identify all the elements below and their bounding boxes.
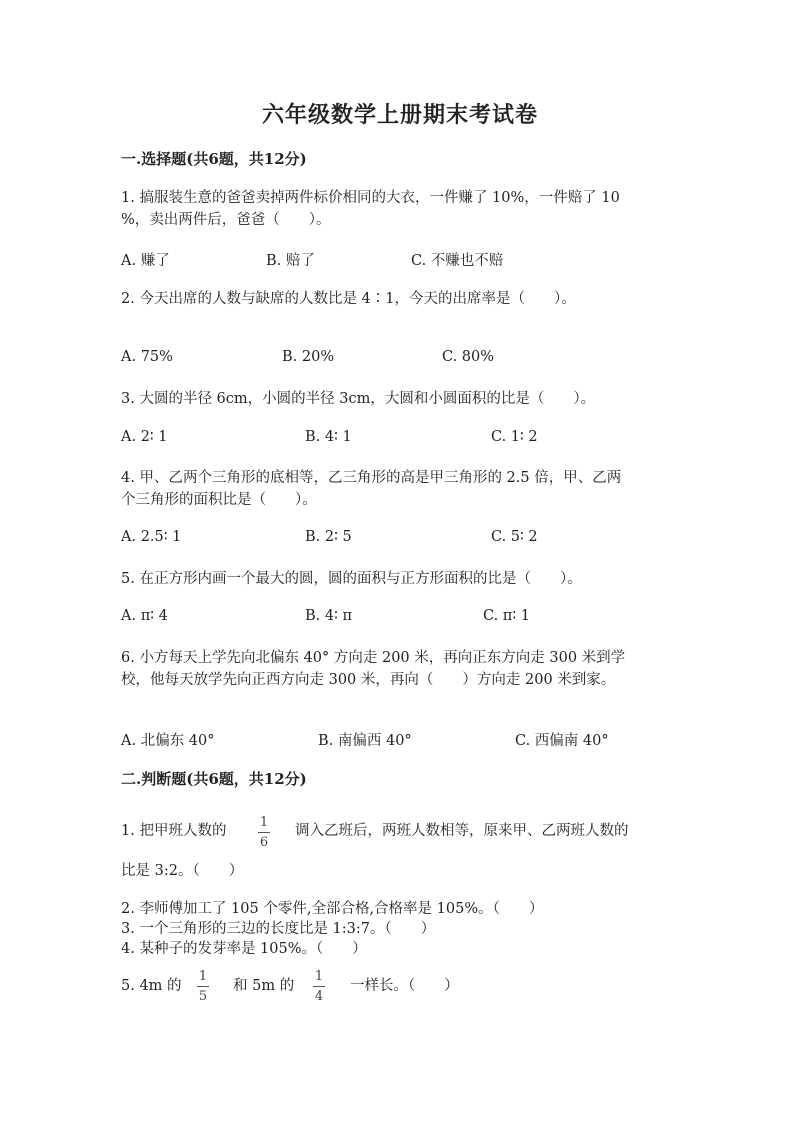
fraction-bar — [197, 986, 209, 987]
question-5-line1: 5. 在正方形内画一个最大的圆，圆的面积与正方形面积的比是（ ）。 — [121, 571, 582, 587]
question-4-option-c: C. 5∶ 2 — [491, 529, 538, 545]
page-title: 六年级数学上册期末考试卷 — [261, 102, 538, 128]
question-5-option-c: C. π∶ 1 — [483, 608, 530, 624]
judge-1-fraction — [256, 815, 272, 850]
question-3-option-b: B. 4∶ 1 — [305, 429, 352, 445]
judge-3: 3. 一个三角形的三边的长度比是 1:3:7。（ ） — [121, 921, 436, 937]
section-heading-choice: 一.选择题(共6题，共12分) — [121, 150, 307, 168]
fraction-numerator: 1 — [314, 969, 324, 984]
question-3-option-c: C. 1∶ 2 — [491, 429, 538, 445]
fraction-numerator: 1 — [259, 815, 269, 830]
question-4-line1: 4. 甲、乙两个三角形的底相等，乙三角形的高是甲三角形的 2.5 倍，甲、乙两 — [121, 470, 622, 486]
question-2-option-c: C. 80% — [442, 349, 495, 365]
judge-5-part1: 5. 4m 的 — [121, 978, 182, 994]
question-1-option-c: C. 不赚也不赔 — [411, 253, 504, 269]
question-6-line2: 校，他每天放学先向正西方向走 300 米，再向（ ）方向走 200 米到家。 — [121, 672, 616, 688]
judge-5-part2: 和 5m 的 — [233, 978, 295, 994]
judge-1-part1: 1. 把甲班人数的 — [121, 823, 227, 839]
question-2-line1: 2. 今天出席的人数与缺席的人数比是 4∶1，今天的出席率是（ ）。 — [121, 291, 576, 307]
judge-5-fraction-2 — [311, 969, 327, 1004]
question-1-line1: 1. 搞服装生意的爸爸卖掉两件标价相同的大衣，一件赚了 10%，一件赔了 10 — [121, 190, 620, 206]
fraction-bar — [313, 986, 325, 987]
question-6-option-c: C. 西偏南 40° — [515, 733, 609, 749]
question-1-line2: %，卖出两件后，爸爸（ ）。 — [121, 212, 331, 228]
judge-2: 2. 李师傅加工了 105 个零件,全部合格,合格率是 105%。（ ） — [121, 901, 544, 917]
fraction-numerator: 1 — [198, 969, 208, 984]
judge-5-part3: 一样长。（ ） — [350, 978, 459, 994]
question-3-option-a: A. 2∶ 1 — [121, 429, 168, 445]
question-4-option-b: B. 2∶ 5 — [305, 529, 352, 545]
question-4-line2: 个三角形的面积比是（ ）。 — [121, 492, 317, 508]
question-2-option-b: B. 20% — [282, 349, 335, 365]
fraction-denominator: 4 — [314, 989, 324, 1004]
question-4-option-a: A. 2.5∶ 1 — [121, 529, 182, 545]
fraction-bar — [258, 832, 270, 833]
question-6-option-b: B. 南偏西 40° — [318, 733, 412, 749]
question-1-option-a: A. 赚了 — [121, 253, 170, 269]
judge-1-line2: 比是 3:2。（ ） — [121, 863, 244, 879]
question-6-option-a: A. 北偏东 40° — [121, 733, 215, 749]
question-3-line1: 3. 大圆的半径 6cm，小圆的半径 3cm，大圆和小圆面积的比是（ ）。 — [121, 391, 596, 407]
fraction-denominator: 6 — [259, 835, 269, 850]
judge-1-part2: 调入乙班后，两班人数相等，原来甲、乙两班人数的 — [295, 823, 629, 839]
judge-5-fraction-1 — [195, 969, 211, 1004]
fraction-denominator: 5 — [198, 989, 208, 1004]
question-5-option-b: B. 4∶ π — [305, 608, 353, 624]
question-6-line1: 6. 小方每天上学先向北偏东 40° 方向走 200 米，再向正东方向走 300 米到学 — [121, 650, 626, 666]
question-5-option-a: A. π∶ 4 — [121, 608, 168, 624]
judge-4: 4. 某种子的发芽率是 105%。（ ） — [121, 941, 367, 957]
question-2-option-a: A. 75% — [121, 349, 173, 365]
section-heading-judgement: 二.判断题(共6题，共12分) — [121, 770, 307, 788]
question-1-option-b: B. 赔了 — [266, 253, 315, 269]
